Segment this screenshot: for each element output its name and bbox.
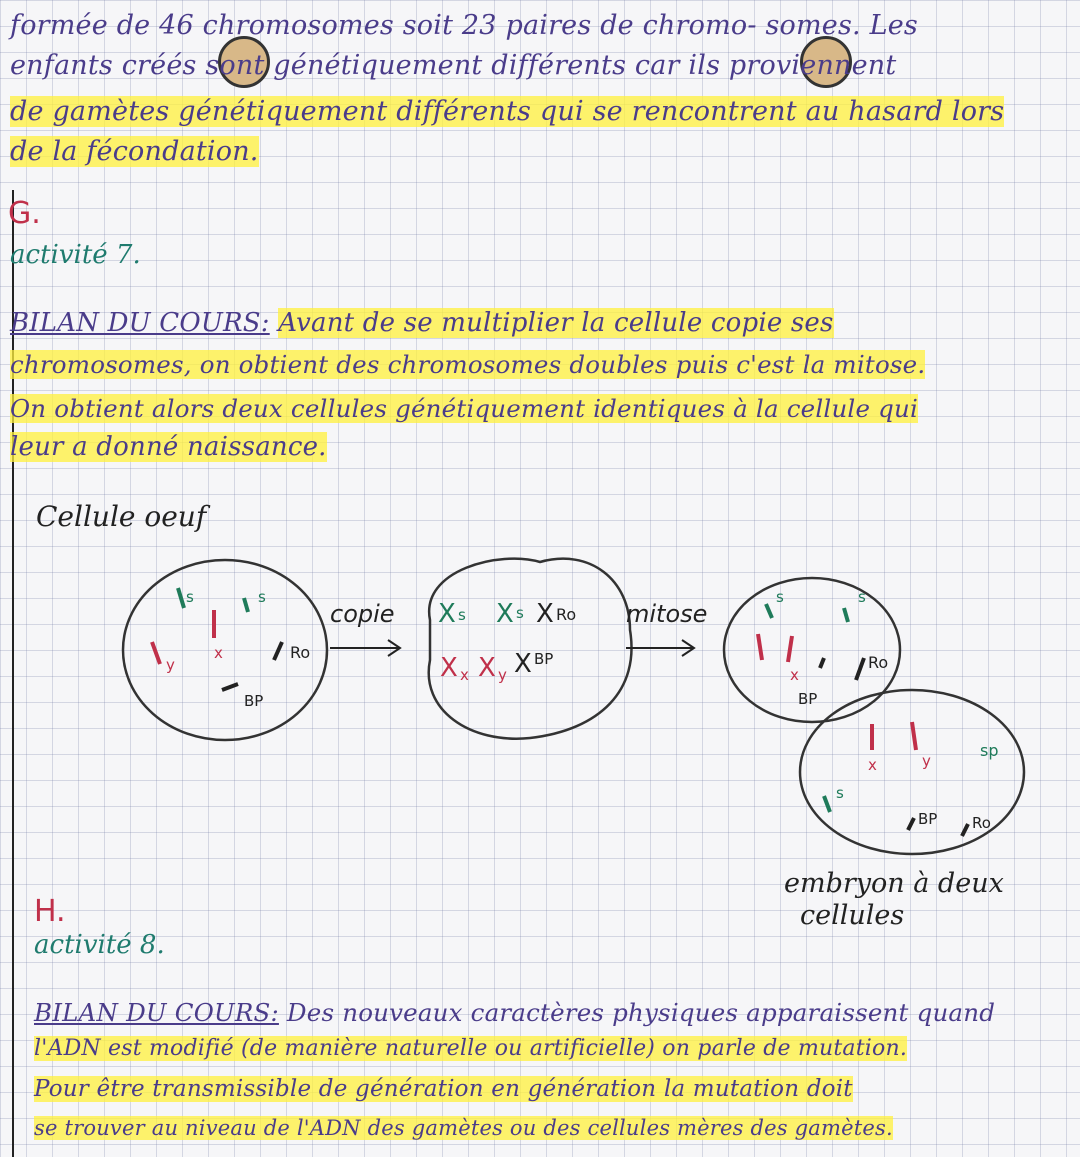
svg-text:BP: BP — [798, 690, 818, 708]
svg-text:s: s — [458, 606, 466, 624]
svg-text:s: s — [858, 588, 866, 606]
svg-text:X: X — [514, 649, 532, 679]
doubled-chromosomes — [438, 599, 576, 684]
intro-line-4: de la fécondation. — [10, 136, 259, 167]
svg-text:BP: BP — [244, 692, 264, 710]
section-g-letter: G. — [8, 196, 41, 231]
section-g-activity: activité 7. — [10, 240, 141, 270]
svg-text:y: y — [922, 752, 931, 770]
copy-label: copie — [330, 600, 395, 628]
svg-text:s: s — [776, 588, 784, 606]
section-h-bilan-line-4: se trouver au niveau de l'ADN des gamètes ou des cellules mères des gamètes. — [34, 1116, 893, 1140]
intro-line-1: formée de 46 chromosomes soit 23 paires de chromo- somes. Les — [10, 10, 918, 41]
svg-text:X: X — [438, 599, 456, 629]
svg-text:s: s — [258, 588, 266, 606]
svg-text:X: X — [440, 653, 458, 683]
svg-text:sp: sp — [980, 741, 999, 760]
egg-cell-chromosomes — [152, 588, 310, 710]
svg-text:s: s — [516, 604, 524, 622]
embryo-label-line-2: cellules — [800, 900, 905, 931]
daughter-cell-1-chromosomes — [758, 588, 888, 708]
section-h-bilan-label: BILAN DU COURS: — [34, 998, 279, 1027]
section-g-bilan-line-2: chromosomes, on obtient des chromosomes doubles puis c'est la mitose. — [10, 350, 926, 379]
intro-line-2: enfants créés sont génétiquement différents car ils proviennent — [10, 50, 897, 81]
section-g-bilan-line-3: On obtient alors deux cellules génétiquement identiques à la cellule qui — [10, 394, 919, 423]
copy-arrow — [330, 640, 400, 656]
svg-text:BP: BP — [918, 810, 938, 828]
svg-text:Ro: Ro — [556, 605, 577, 624]
section-h-letter: H. — [34, 894, 66, 929]
svg-text:x: x — [214, 644, 223, 662]
mitosis-arrow — [626, 640, 694, 656]
intro-line-3: de gamètes génétiquement différents qui se rencontrent au hasard lors — [10, 96, 1005, 127]
svg-text:Ro: Ro — [972, 814, 991, 832]
daughter-cell-2-chromosomes — [824, 722, 999, 836]
svg-text:X: X — [536, 599, 554, 629]
svg-text:Ro: Ro — [290, 643, 311, 662]
svg-text:BP: BP — [534, 650, 554, 668]
svg-text:y: y — [498, 666, 507, 684]
svg-text:s: s — [186, 588, 194, 606]
section-g-bilan-line-4: leur a donné naissance. — [10, 432, 327, 462]
svg-text:x: x — [790, 666, 799, 684]
embryo-label-line-1: embryon à deux — [784, 868, 1004, 899]
svg-text:x: x — [868, 756, 877, 774]
section-h-activity: activité 8. — [34, 930, 165, 960]
section-h-bilan-line-3: Pour être transmissible de génération en génération la mutation doit — [34, 1076, 853, 1102]
svg-text:y: y — [166, 656, 175, 674]
svg-text:X: X — [496, 599, 514, 629]
svg-text:s: s — [836, 784, 844, 802]
svg-text:Ro: Ro — [868, 653, 889, 672]
mitosis-label: mitose — [626, 600, 708, 628]
egg-cell-label: Cellule oeuf — [36, 500, 207, 533]
section-g-bilan-label: BILAN DU COURS: — [10, 308, 270, 338]
svg-text:X: X — [478, 653, 496, 683]
section-h-bilan-line-2: l'ADN est modifié (de manière naturelle ou artificielle) on parle de mutation. — [34, 1036, 908, 1061]
section-h-bilan-line-1: BILAN DU COURS: Des nouveaux caractères physiques apparaissent quand — [34, 998, 996, 1027]
section-g-bilan-line-1: BILAN DU COURS: Avant de se multiplier la cellule copie ses — [10, 308, 834, 338]
svg-text:x: x — [460, 666, 469, 684]
